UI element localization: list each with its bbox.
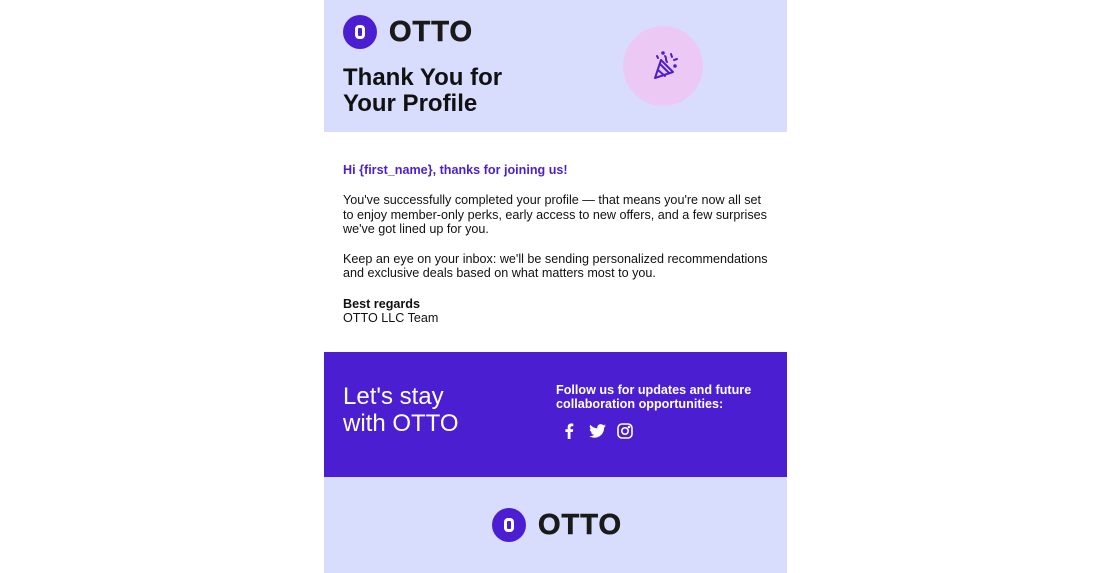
- title-line-1: Thank You for: [343, 64, 503, 91]
- page-title: [343, 65, 603, 117]
- email-header: [324, 0, 787, 132]
- party-popper-icon: [645, 48, 681, 84]
- signature: OTTO LLC Team: [343, 311, 439, 326]
- title-line-2: Your Profile: [343, 90, 478, 117]
- follow-text: Follow us for updates and future collaboration opportunities:: [556, 383, 752, 411]
- email-body: [343, 163, 773, 325]
- body-paragraph-2: Keep an eye on your inbox: we'll be sending personalized recommendations and exclusive deals based on what matters most to you.: [343, 252, 768, 281]
- body-paragraph-1: You've successfully completed your profile — that means you're now all set to enjoy member-only perks, early access to new offers, and a few surprises we've got lined up for you.: [343, 193, 767, 236]
- facebook-icon: [564, 423, 574, 439]
- twitter-icon: [589, 424, 606, 438]
- footer-logo: [492, 508, 622, 542]
- signoff: Best regards: [343, 296, 420, 311]
- social-links: [560, 422, 634, 440]
- banner-title-line-1: Let's stay: [343, 383, 444, 410]
- email-container: [324, 0, 787, 573]
- greeting: Hi {first_name}, thanks for joining us!: [343, 163, 568, 177]
- logo-wordmark: OTTO: [389, 15, 474, 48]
- banner-title-line-2: with OTTO: [343, 410, 459, 437]
- header-logo: [343, 15, 473, 49]
- facebook-link[interactable]: [560, 422, 578, 440]
- celebration-badge: [623, 26, 703, 106]
- banner-title: [343, 383, 523, 437]
- instagram-icon: [617, 423, 633, 439]
- instagram-link[interactable]: [616, 422, 634, 440]
- email-footer: [324, 477, 787, 573]
- logo-wordmark: OTTO: [538, 508, 623, 541]
- social-banner: [324, 352, 787, 477]
- otto-logo-icon: [343, 15, 377, 49]
- twitter-link[interactable]: [588, 422, 606, 440]
- otto-logo-icon: [492, 508, 526, 542]
